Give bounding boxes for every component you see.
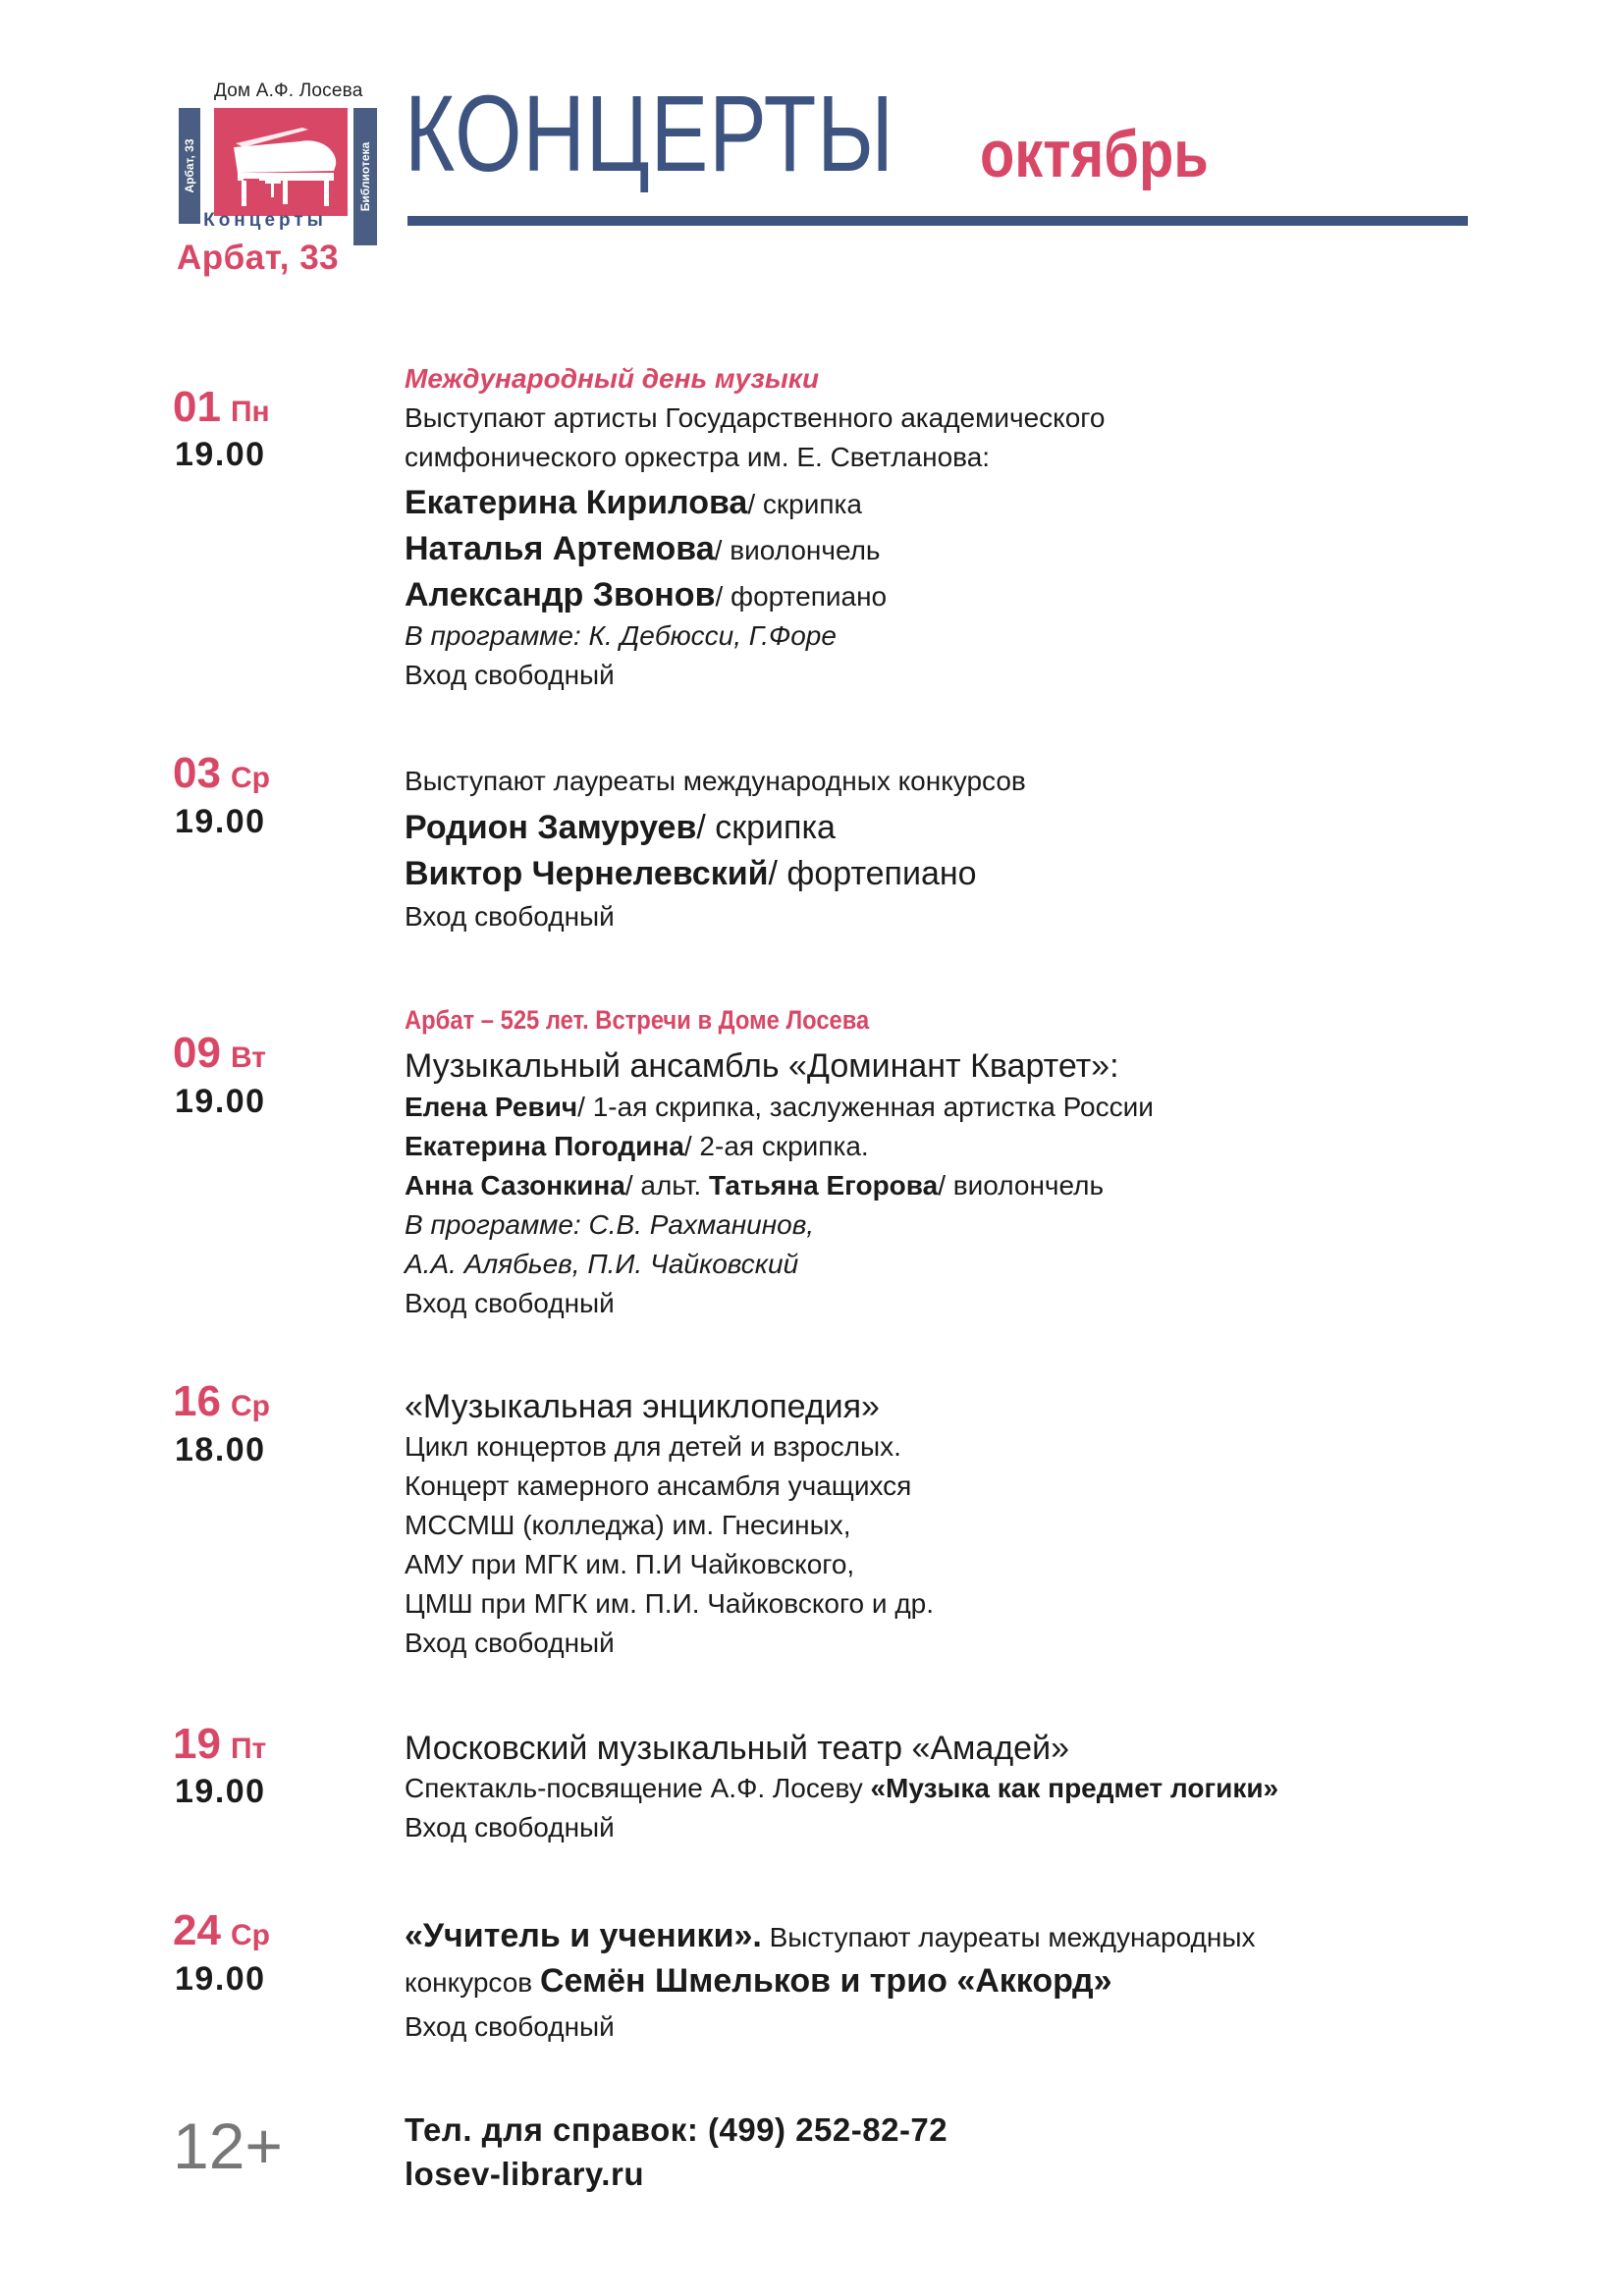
website-link[interactable]: losev-library.ru (405, 2156, 644, 2192)
event-date (173, 1906, 270, 1955)
event-intro: Выступают артисты Государственного академического (405, 402, 1106, 433)
event-weekday: Ср (230, 1919, 270, 1951)
event-weekday: Вт (230, 1041, 266, 1074)
logo-side-left-text: Арбат, 33 (183, 138, 196, 193)
event-entry: Вход свободный (405, 901, 615, 932)
performer-role: / виолончель (938, 1170, 1105, 1201)
performer-name: Елена Ревич (405, 1092, 578, 1122)
performer-line (405, 855, 977, 893)
event-program: В программе: К. Дебюсси, Г.Форе (405, 620, 837, 651)
event-entry: Вход свободный (405, 1812, 615, 1842)
event-date (173, 749, 270, 798)
logo-piano-square (214, 108, 348, 216)
logo-side-right-text: Библиотека (358, 141, 372, 212)
performer-name: Наталья Артемова (405, 530, 715, 567)
event-text: МССМШ (колледжа) им. Гнесиных, (405, 1510, 851, 1540)
event-time: 19.00 (175, 436, 266, 473)
event-date (173, 1029, 266, 1078)
performer-role: / 1-ая скрипка, заслуженная артистка России (577, 1092, 1154, 1122)
logo-side-left (179, 108, 200, 224)
event-entry: Вход свободный (405, 1628, 615, 1658)
event-day: 03 (173, 749, 221, 797)
performer-name: Татьяна Егорова (708, 1170, 939, 1201)
event-text-bold: «Музыка как предмет логики» (870, 1773, 1279, 1803)
logo-house-label: Дом А.Ф. Лосева (214, 80, 363, 101)
contact-phone: Тел. для справок: (499) 252-82-72 (405, 2111, 948, 2148)
event-time: 19.00 (175, 803, 266, 840)
event-text (405, 1773, 1278, 1804)
performer-role: / 2-ая скрипка. (683, 1131, 869, 1161)
event-text (405, 1917, 1255, 1955)
performer-role: / фортепиано (715, 581, 888, 612)
event-text-bold: Семён Шмельков и трио «Аккорд» (539, 1962, 1112, 2000)
page-month: октябрь (980, 117, 1209, 191)
event-program: А.А. Алябьев, П.И. Чайковский (405, 1249, 799, 1279)
logo-address: Арбат, 33 (177, 239, 340, 277)
event-time: 19.00 (175, 1773, 266, 1810)
performer-name: Анна Сазонкина (405, 1170, 625, 1201)
age-rating: 12+ (173, 2109, 283, 2182)
event-date (173, 383, 270, 432)
event-title: «Музыкальная энциклопедия» (405, 1388, 880, 1425)
performer-name: Виктор Чернелевский (405, 855, 769, 892)
event-day: 01 (173, 383, 221, 431)
performer-line (405, 484, 862, 522)
event-text-bold: «Учитель и ученики». (405, 1917, 762, 1954)
event-text: АМУ при МГК им. П.И Чайковского, (405, 1549, 855, 1579)
event-weekday: Пн (230, 396, 270, 428)
event-heading: Международный день музыки (405, 363, 820, 394)
performer-role: / альт. (624, 1170, 709, 1201)
performer-role: / фортепиано (768, 855, 977, 892)
event-text-prefix: Спектакль-посвящение А.Ф. Лосеву (405, 1773, 871, 1803)
performer-role: / виолончель (714, 535, 881, 565)
event-weekday: Ср (230, 762, 270, 794)
event-text: Цикл концертов для детей и взрослых. (405, 1431, 901, 1462)
event-heading: Арбат – 525 лет. Встречи в Доме Лосева (405, 1005, 870, 1035)
event-day: 24 (173, 1906, 221, 1954)
header-rule (407, 216, 1468, 226)
logo-concerts-label: Концерты (203, 210, 327, 231)
grand-piano-icon (214, 108, 348, 216)
event-day: 09 (173, 1029, 221, 1077)
event-date (173, 1720, 266, 1769)
performer-name: Екатерина Кирилова (405, 484, 748, 521)
logo-side-right (353, 108, 377, 245)
event-weekday: Пт (230, 1733, 267, 1765)
event-text: ЦМШ при МГК им. П.И. Чайковского и др. (405, 1588, 935, 1619)
event-entry: Вход свободный (405, 660, 615, 690)
logo (177, 79, 379, 236)
event-day: 16 (173, 1377, 221, 1425)
event-text (405, 1962, 1112, 2001)
performer-line (405, 809, 836, 847)
event-time: 18.00 (175, 1431, 266, 1468)
performer-line (405, 1092, 1154, 1123)
event-title: Музыкальный ансамбль «Доминант Квартет»: (405, 1047, 1119, 1085)
performer-line (405, 1170, 1104, 1201)
event-date (173, 1377, 270, 1426)
event-text-rest: Выступают лауреаты международных (761, 1922, 1256, 1952)
event-time: 19.00 (175, 1083, 266, 1120)
event-entry: Вход свободный (405, 2011, 615, 2042)
event-text-prefix: конкурсов (405, 1967, 540, 1998)
page-title: КОНЦЕРТЫ (405, 74, 894, 194)
event-intro: Выступают лауреаты международных конкурсов (405, 766, 1026, 796)
performer-name: Екатерина Погодина (405, 1131, 684, 1161)
performer-role: / скрипка (747, 489, 862, 519)
performer-line (405, 576, 887, 614)
event-program: В программе: С.В. Рахманинов, (405, 1209, 815, 1240)
performer-line (405, 1131, 869, 1162)
event-intro: симфонического оркестра им. Е. Светланова: (405, 442, 991, 472)
performer-line (405, 530, 881, 568)
performer-name: Родион Замуруев (405, 809, 697, 846)
event-weekday: Ср (230, 1390, 270, 1422)
event-title: Московский музыкальный театр «Амадей» (405, 1730, 1069, 1767)
event-entry: Вход свободный (405, 1288, 615, 1318)
event-time: 19.00 (175, 1960, 266, 1998)
performer-role: / скрипка (696, 809, 836, 846)
performer-name: Александр Звонов (405, 576, 716, 614)
event-text: Концерт камерного ансамбля учащихся (405, 1470, 912, 1501)
event-day: 19 (173, 1720, 221, 1768)
